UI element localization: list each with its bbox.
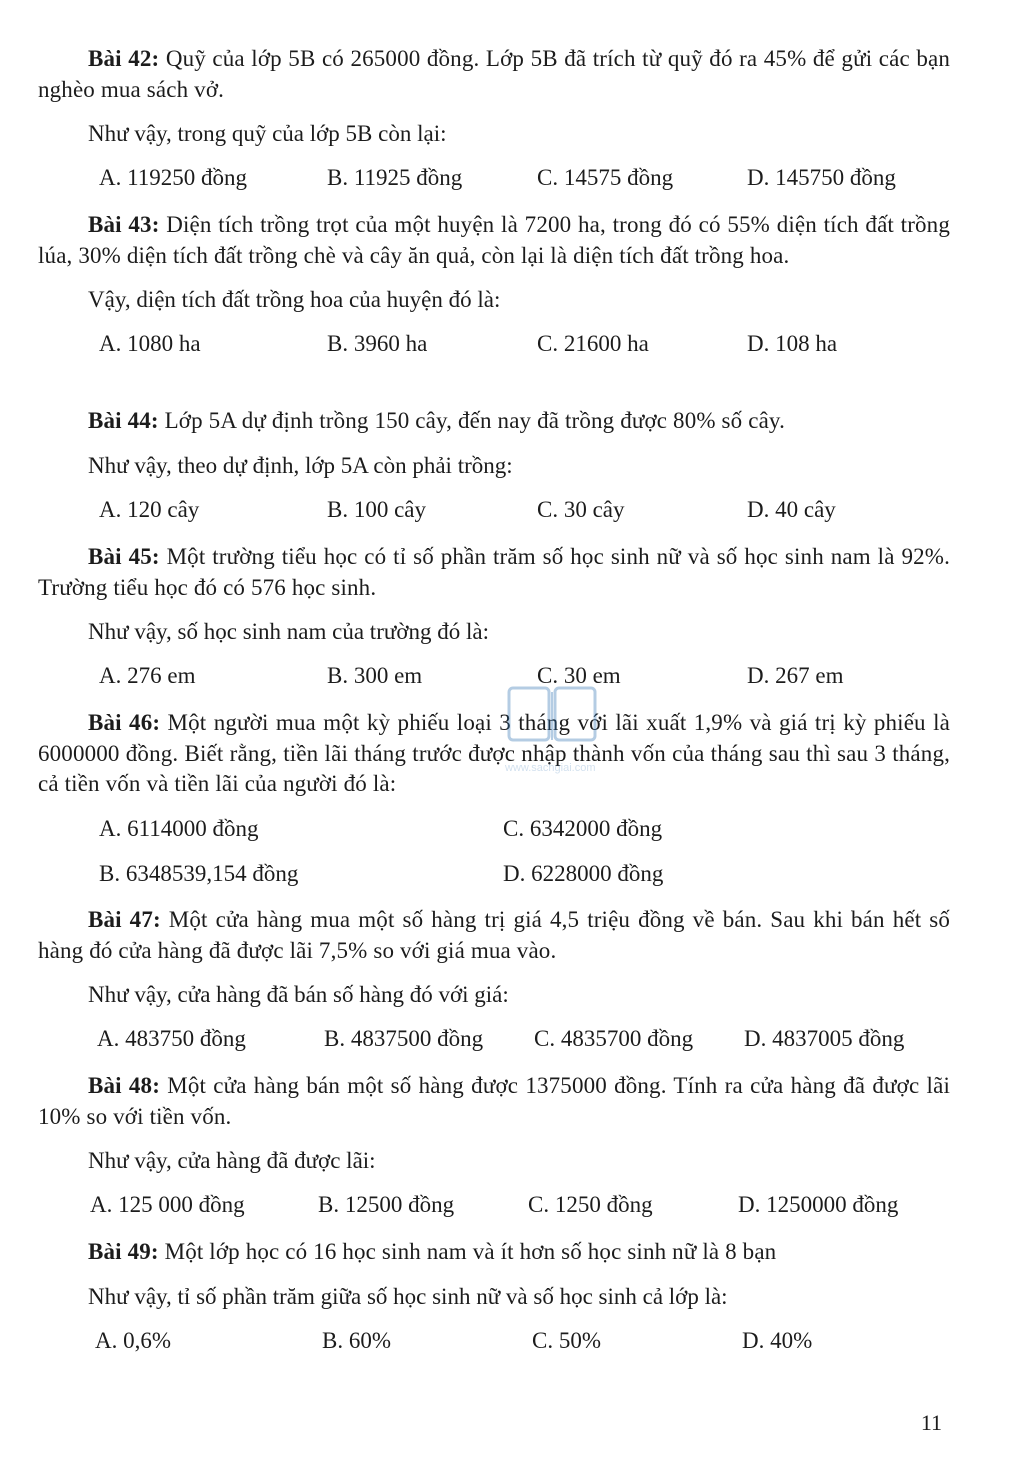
problem-question: Như vậy, cửa hàng đã bán số hàng đó với giá: <box>88 982 509 1007</box>
problem-statement <box>38 708 950 800</box>
problem-question: Như vậy, cửa hàng đã được lãi: <box>88 1148 376 1173</box>
option-d: D. 6228000 đồng <box>503 860 664 886</box>
problem-48 <box>38 1071 950 1220</box>
problem-text: Lớp 5A dự định trồng 150 cây, đến nay đã trồng được 80% số cây. <box>158 408 785 433</box>
option-a: A. 483750 đồng <box>97 1026 246 1051</box>
option-a: A. 1080 ha <box>99 331 201 356</box>
problem-label: Bài 45: <box>88 544 160 569</box>
answer-options <box>38 495 950 525</box>
problem-text: Diện tích trồng trọt của một huyện là 7200 ha, trong đó có 55% diện tích đất trồng lúa, 30% diện tích đất trồng chè và cây ăn quả, còn lại là diện tích đất trồng hoa. <box>38 212 950 268</box>
option-c: C. 1250 đồng <box>528 1192 653 1217</box>
option-d: D. 145750 đồng <box>747 165 896 190</box>
problem-46 <box>38 708 950 890</box>
option-c: C. 6342000 đồng <box>503 815 663 841</box>
problem-43 <box>38 210 950 359</box>
problem-label: Bài 47: <box>88 907 161 932</box>
watermark-url: www.sachgiai.com <box>505 762 596 774</box>
problem-statement <box>38 1237 950 1268</box>
problem-label: Bài 49: <box>88 1239 159 1264</box>
option-b: B. 100 cây <box>327 496 427 522</box>
problem-44 <box>38 406 950 525</box>
problem-question: Như vậy, tỉ số phần trăm giữa số học sinh nữ và số học sinh cả lớp là: <box>88 1283 728 1309</box>
problem-49 <box>38 1237 950 1356</box>
problem-45 <box>38 542 950 691</box>
problem-statement <box>38 542 950 603</box>
problem-question: Vậy, diện tích đất trồng hoa của huyện đó là: <box>88 287 501 312</box>
option-a: A. 6114000 đồng <box>99 815 259 841</box>
problem-question: Như vậy, số học sinh nam của trường đó là: <box>88 619 489 644</box>
option-c: C. 21600 ha <box>537 331 649 356</box>
option-d: D. 1250000 đồng <box>738 1192 899 1217</box>
option-b: B. 11925 đồng <box>327 165 463 190</box>
problem-47 <box>38 905 950 1054</box>
problem-text: Một trường tiểu học có tỉ số phần trăm số học sinh nữ và số học sinh nam là 92%. Trường tiểu học đó có 576 học sinh. <box>38 544 950 600</box>
answer-options <box>38 1326 950 1356</box>
problem-statement <box>38 905 950 966</box>
page-number: 11 <box>920 1410 942 1435</box>
option-a: A. 276 em <box>99 663 196 688</box>
problem-statement <box>38 44 950 105</box>
option-a: A. 0,6% <box>95 1327 172 1353</box>
option-d: D. 40 cây <box>747 496 836 522</box>
option-a: A. 120 cây <box>99 496 200 522</box>
problem-42 <box>38 44 950 193</box>
answer-options <box>38 814 950 890</box>
option-c: C. 30 em <box>537 663 621 688</box>
problem-text: Một cửa hàng mua một số hàng trị giá 4,5 triệu đồng về bán. Sau khi bán hết số hàng đó cửa hàng đã được lãi 7,5% so với giá mua vào. <box>38 907 950 963</box>
option-d: D. 40% <box>742 1327 813 1353</box>
problem-question: Như vậy, trong quỹ của lớp 5B còn lại: <box>88 121 447 146</box>
answer-options <box>38 329 950 359</box>
problem-label: Bài 42: <box>88 46 160 71</box>
problem-text: Quỹ của lớp 5B có 265000 đồng. Lớp 5B đã trích từ quỹ đó ra 45% để gửi các bạn nghèo mua sách vở. <box>38 46 950 102</box>
option-a: A. 119250 đồng <box>99 165 248 190</box>
problem-statement <box>38 1071 950 1132</box>
problem-label: Bài 44: <box>88 408 159 433</box>
option-c: C. 14575 đồng <box>537 165 674 190</box>
option-b: B. 300 em <box>327 663 423 688</box>
option-d: D. 267 em <box>747 663 844 688</box>
answer-options <box>38 163 950 193</box>
answer-options <box>38 661 950 691</box>
problem-text: Một cửa hàng bán một số hàng được 1375000 đồng. Tính ra cửa hàng đã được lãi 10% so với tiền vốn. <box>38 1073 950 1129</box>
option-c: C. 4835700 đồng <box>534 1026 694 1051</box>
problem-question: Như vậy, theo dự định, lớp 5A còn phải trồng: <box>88 452 513 478</box>
answer-options <box>38 1190 950 1220</box>
option-b: B. 6348539,154 đồng <box>99 860 299 886</box>
option-b: B. 60% <box>322 1327 391 1353</box>
problem-label: Bài 46: <box>88 710 161 735</box>
problem-statement <box>38 406 950 437</box>
option-b: B. 4837500 đồng <box>324 1026 484 1051</box>
answer-options <box>38 1024 950 1054</box>
problem-label: Bài 48: <box>88 1073 161 1098</box>
problem-text: Một người mua một kỳ phiếu loại 3 tháng với lãi xuất 1,9% và giá trị kỳ phiếu là 6000000 đồng. Biết rằng, tiền lãi tháng trước được nhập thành vốn của tháng sau thì sau 3 tháng, cả tiền vốn và tiền lãi của người đó là: <box>38 710 950 796</box>
problem-text: Một lớp học có 16 học sinh nam và ít hơn số học sinh nữ là 8 bạn <box>158 1239 777 1264</box>
option-b: B. 3960 ha <box>327 331 428 356</box>
option-c: C. 50% <box>532 1327 601 1353</box>
option-d: D. 108 ha <box>747 331 838 356</box>
option-b: B. 12500 đồng <box>318 1192 455 1217</box>
option-d: D. 4837005 đồng <box>744 1026 905 1051</box>
problem-label: Bài 43: <box>88 212 160 237</box>
option-a: A. 125 000 đồng <box>90 1192 245 1217</box>
option-c: C. 30 cây <box>537 496 625 522</box>
problem-statement <box>38 210 950 271</box>
